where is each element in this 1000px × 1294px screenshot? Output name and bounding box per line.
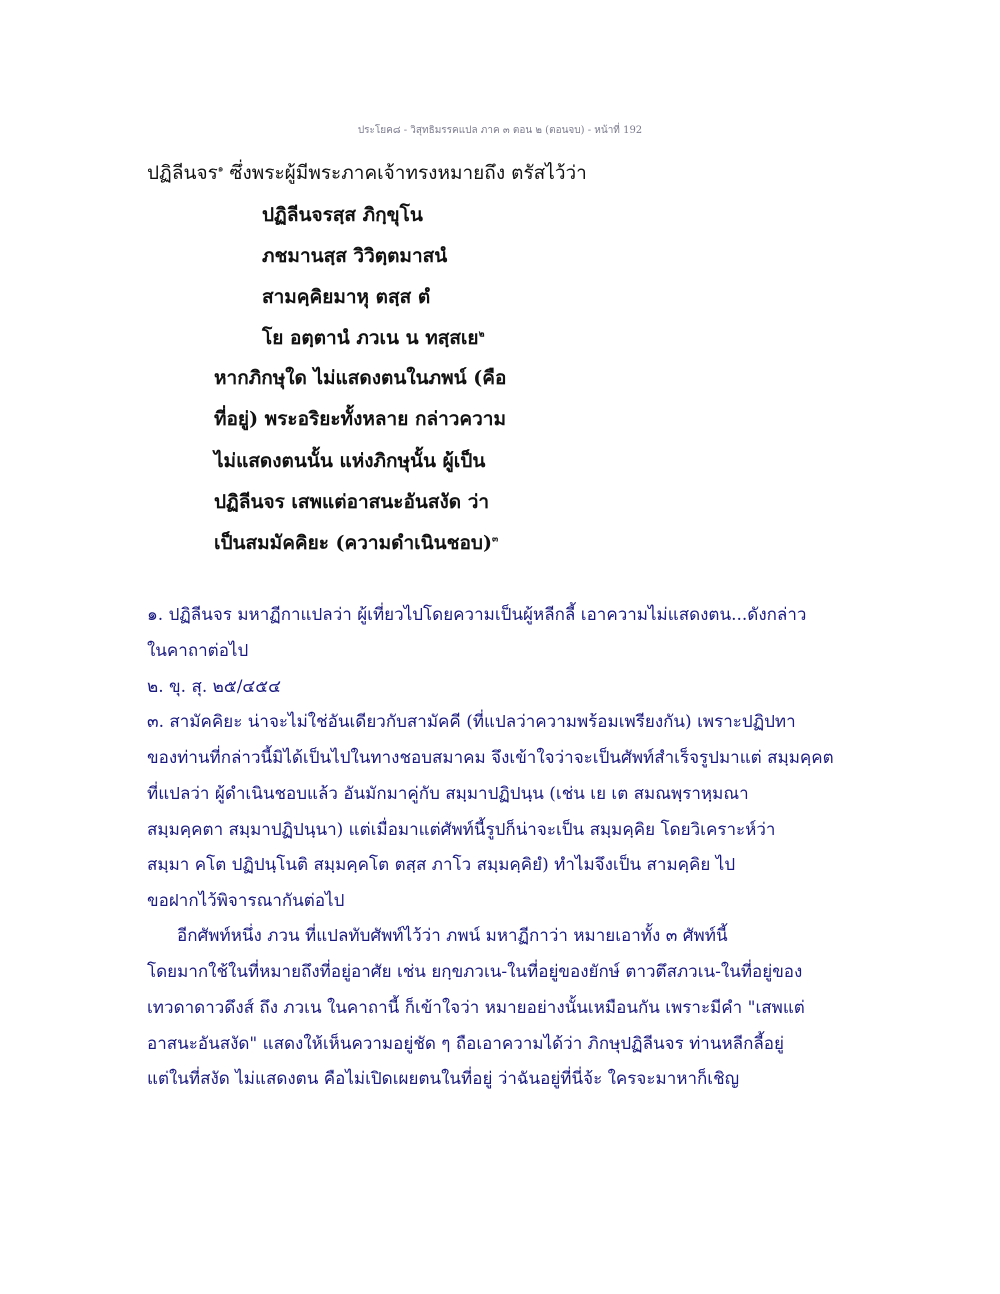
intro-term: ปฏิลีนจร	[147, 162, 218, 184]
verse-line-3: สามคฺคิยมาหุ ตสฺส ตํ	[262, 286, 431, 308]
verse-line-1: ปฏิลีนจรสฺส ภิกฺขุโน	[262, 204, 423, 226]
footnote-paragraph-line-5: แต่ในที่สงัด ไม่แสดงตน คือไม่เปิดเผยตนในที่อยู่ ว่าฉันอยู่ที่นี่จ้ะ ใครจะมาหาก็เชิญ	[147, 1069, 740, 1089]
footnote-mark-2: ๒	[478, 329, 485, 340]
translation-line-4: ปฏิลีนจร เสพแต่อาสนะอันสงัด ว่า	[214, 491, 490, 513]
footnote-3-line-5: สมฺมา คโต ปฏิปนฺโนติ สมฺมคฺคโต ตสฺส ภาโว สมฺมคฺคิยํ) ทำไมจึงเป็น สามคฺคิย ไป	[147, 855, 736, 875]
footnote-mark-3: ๓	[491, 534, 499, 545]
footnote-mark-1: ๑	[217, 164, 224, 175]
footnote-paragraph-line-4: อาสนะอันสงัด" แสดงให้เห็นความอยู่ชัด ๆ ถือเอาความได้ว่า ภิกษุปฏิลีนจร ท่านหลีกลี้อยู่	[147, 1034, 784, 1054]
translation-line-3: ไม่แสดงตนนั้น แห่งภิกษุนั้น ผู้เป็น	[214, 450, 486, 472]
intro-line	[147, 164, 587, 183]
translation-line-5	[214, 534, 498, 553]
translation-line-5-text: เป็นสมมัคคิยะ (ความดำเนินชอบ)	[214, 532, 492, 554]
footnote-3-line-3: ที่แปลว่า ผู้ดำเนินชอบแล้ว อันมักมาคู่กับ สมฺมาปฏิปนฺน (เช่น เย เต สมณพฺราหฺมณา	[147, 784, 749, 804]
footnote-3-line-4: สมฺมคฺคตา สมฺมาปฏิปนฺนา) แต่เมื่อมาแต่ศัพท์นี้รูปก็น่าจะเป็น สมฺมคฺคิย โดยวิเคราะห์ว่า	[147, 820, 776, 840]
page-header: ประโยค๘ - วิสุทธิมรรคแปล ภาค ๓ ตอน ๒ (ตอนจบ) - หน้าที่ 192	[357, 125, 643, 136]
intro-rest: ซึ่งพระผู้มีพระภาคเจ้าทรงหมายถึง ตรัสไว้ว่า	[223, 162, 587, 184]
verse-line-4-text: โย อตฺตานํ ภวเน น ทสฺสเย	[262, 327, 479, 349]
footnote-1-line-2: ในคาถาต่อไป	[147, 641, 249, 661]
verse-line-4	[262, 329, 485, 348]
footnote-2: ๒. ขุ. สุ. ๒๕/๔๕๔	[147, 677, 282, 697]
footnote-paragraph-line-1: อีกศัพท์หนึ่ง ภวน ที่แปลทับศัพท์ไว้ว่า ภพน์ มหาฏีกาว่า หมายเอาทั้ง ๓ ศัพท์นี้	[177, 926, 728, 946]
footnote-1-line-1: ๑. ปฏิลีนจร มหาฏีกาแปลว่า ผู้เที่ยวไปโดยความเป็นผู้หลีกลี้ เอาความไม่แสดงตน...ดังกล่าว	[147, 605, 807, 625]
footnote-paragraph-line-2: โดยมากใช้ในที่หมายถึงที่อยู่อาศัย เช่น ยกฺขภวเน-ในที่อยู่ของยักษ์ ตาวตึสภวเน-ในที่อยู่ของ	[147, 962, 803, 982]
footnote-3-line-6: ขอฝากไว้พิจารณากันต่อไป	[147, 891, 345, 911]
footnote-3-line-1: ๓. สามัคคิยะ น่าจะไม่ใช่อันเดียวกับสามัคคี (ที่แปลว่าความพร้อมเพรียงกัน) เพราะปฏิปทา	[147, 712, 796, 732]
translation-line-1: หากภิกษุใด ไม่แสดงตนในภพน์ (คือ	[214, 367, 507, 389]
footnote-paragraph-line-3: เทวดาดาวดึงส์ ถึง ภวเน ในคาถานี้ ก็เข้าใจว่า หมายอย่างนั้นเหมือนกัน เพราะมีคำ "เสพแต่	[147, 998, 805, 1018]
footnote-3-line-2: ของท่านที่กล่าวนี้มิได้เป็นไปในทางชอบสมาคม จึงเข้าใจว่าจะเป็นศัพท์สำเร็จรูปมาแต่ สมฺมคฺคต	[147, 748, 834, 768]
translation-line-2: ที่อยู่) พระอริยะทั้งหลาย กล่าวความ	[214, 408, 507, 430]
verse-line-2: ภชมานสฺส วิวิตฺตมาสนํ	[262, 245, 448, 267]
